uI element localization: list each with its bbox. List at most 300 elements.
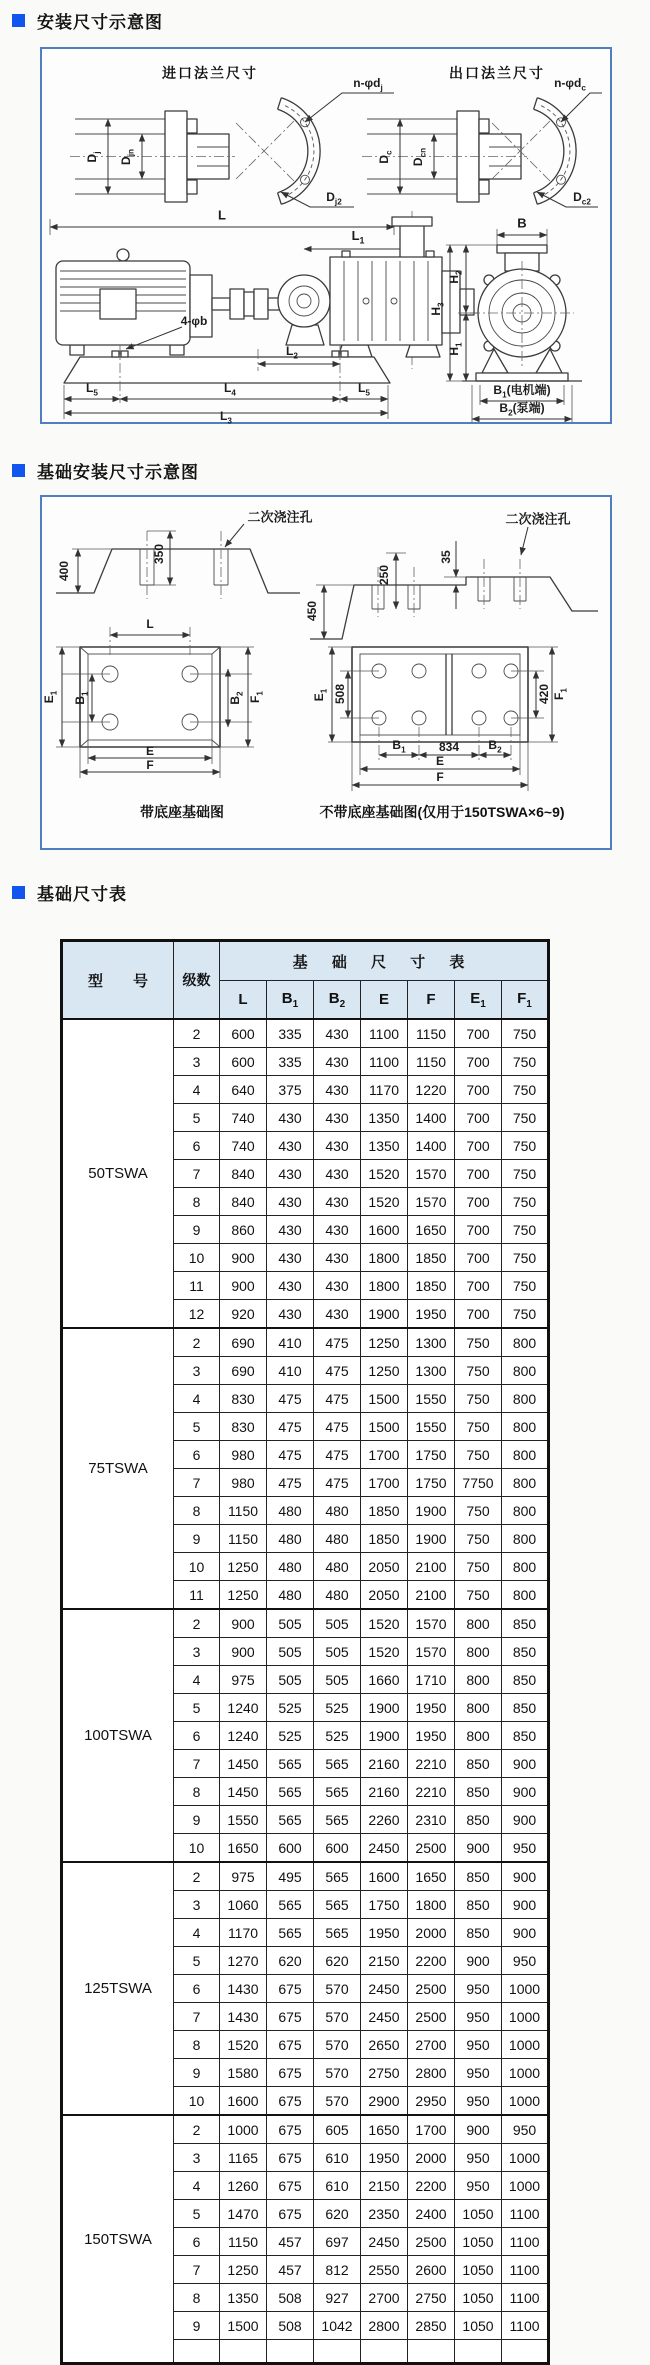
dim-label-L5-right: $L_5$ — [358, 381, 370, 398]
dimension-cell: 430 — [267, 1104, 314, 1132]
dimension-cell: 800 — [502, 1581, 549, 1610]
stage-cell: 2 — [174, 1019, 220, 1048]
dimension-cell: 750 — [502, 1160, 549, 1188]
dimension-cell: 900 — [502, 1919, 549, 1947]
foundation-diagram-drawing — [42, 497, 610, 848]
stage-cell: 7 — [174, 1750, 220, 1778]
dimension-cell: 1800 — [361, 1272, 408, 1300]
dimension-cell: 1150 — [220, 2228, 267, 2256]
dimension-cell: 800 — [502, 1328, 549, 1357]
dimension-cell: 1000 — [502, 2087, 549, 2116]
dimension-cell: 2750 — [361, 2059, 408, 2087]
dimension-cell: 2700 — [408, 2031, 455, 2059]
empty-cell — [408, 2340, 455, 2364]
plan2-dim-F1: $F_1$ — [552, 688, 569, 700]
foundation-size-table — [60, 939, 550, 2365]
group-column-header: 基 础 尺 寸 表 — [220, 941, 549, 981]
dimension-cell: 975 — [220, 1862, 267, 1891]
dimension-cell: 900 — [502, 1806, 549, 1834]
dimension-cell: 800 — [455, 1722, 502, 1750]
dimension-cell: 1650 — [361, 2115, 408, 2144]
dimension-cell: 750 — [502, 1104, 549, 1132]
dimension-cell: 480 — [267, 1581, 314, 1610]
dimension-cell: 980 — [220, 1441, 267, 1469]
dimension-column-header: E — [361, 981, 408, 1020]
stage-cell: 5 — [174, 1947, 220, 1975]
dimension-cell: 480 — [314, 1497, 361, 1525]
dim-label-L3: $L_3$ — [220, 409, 232, 426]
dimension-cell: 840 — [220, 1188, 267, 1216]
dimension-cell: 1050 — [455, 2200, 502, 2228]
dimension-cell: 675 — [267, 2059, 314, 2087]
dimension-cell: 1710 — [408, 1666, 455, 1694]
dimension-cell: 1950 — [408, 1722, 455, 1750]
table-row — [62, 1862, 549, 1891]
dimension-cell: 975 — [220, 1666, 267, 1694]
dimension-cell: 508 — [267, 2312, 314, 2340]
stage-cell: 2 — [174, 1862, 220, 1891]
dimension-cell: 2350 — [361, 2200, 408, 2228]
dimension-cell: 2750 — [408, 2284, 455, 2312]
dimension-cell: 1000 — [502, 2144, 549, 2172]
stage-cell: 2 — [174, 1328, 220, 1357]
dimension-cell: 1060 — [220, 1891, 267, 1919]
dimension-cell: 430 — [314, 1104, 361, 1132]
dimension-cell: 750 — [502, 1019, 549, 1048]
dimension-cell: 1570 — [408, 1160, 455, 1188]
dimension-cell: 2800 — [408, 2059, 455, 2087]
dimension-cell: 475 — [314, 1413, 361, 1441]
plan2-dim-420: 420 — [537, 683, 551, 705]
dimension-cell: 2050 — [361, 1553, 408, 1581]
dim-label-L2: $L_2$ — [286, 344, 298, 361]
dimension-cell: 620 — [314, 1947, 361, 1975]
dimension-cell: 750 — [455, 1357, 502, 1385]
dimension-cell: 2150 — [361, 1947, 408, 1975]
dimension-cell: 2650 — [361, 2031, 408, 2059]
stage-cell: 5 — [174, 1104, 220, 1132]
dimension-cell: 750 — [502, 1132, 549, 1160]
stage-cell: 3 — [174, 1048, 220, 1076]
dimension-cell: 700 — [455, 1244, 502, 1272]
dimension-cell: 565 — [314, 1862, 361, 1891]
dimension-cell: 850 — [455, 1919, 502, 1947]
dimension-cell: 1350 — [361, 1104, 408, 1132]
dimension-cell: 1430 — [220, 2003, 267, 2031]
dimension-cell: 505 — [267, 1666, 314, 1694]
dimension-cell: 1350 — [361, 1132, 408, 1160]
dimension-cell: 850 — [455, 1778, 502, 1806]
dimension-cell: 927 — [314, 2284, 361, 2312]
table-row — [62, 1328, 549, 1357]
dimension-cell: 565 — [267, 1750, 314, 1778]
dimension-cell: 430 — [314, 1019, 361, 1048]
dimension-cell: 430 — [314, 1300, 361, 1329]
dimension-cell: 525 — [267, 1694, 314, 1722]
dimension-cell: 1250 — [361, 1357, 408, 1385]
dimension-cell: 1600 — [361, 1216, 408, 1244]
stage-cell: 3 — [174, 2144, 220, 2172]
dimension-cell: 475 — [314, 1385, 361, 1413]
dimension-cell: 565 — [314, 1919, 361, 1947]
dimension-cell: 1600 — [220, 2087, 267, 2116]
dimension-cell: 1850 — [361, 1525, 408, 1553]
dimension-cell: 1600 — [361, 1862, 408, 1891]
plan2-dim-E: E — [435, 754, 445, 768]
outlet-flange-title: 出口法兰尺寸 — [449, 65, 545, 81]
dimension-cell: 525 — [314, 1694, 361, 1722]
section-title: 安装尺寸示意图 — [37, 13, 163, 32]
dimension-cell: 1050 — [455, 2284, 502, 2312]
dimension-cell: 2210 — [408, 1778, 455, 1806]
dim-label-djn: $D_{jn}$ — [119, 149, 136, 165]
caption-without-base: 不带底座基础图(仅用于150TSWA×6~9) — [319, 804, 565, 820]
dim-label-L5-left: $L_5$ — [86, 381, 98, 398]
grout-hole-label-right: 二次浇注孔 — [505, 511, 571, 527]
dimension-cell: 980 — [220, 1469, 267, 1497]
dimension-cell: 675 — [267, 2144, 314, 2172]
dimension-cell: 850 — [502, 1638, 549, 1666]
dimension-cell: 1750 — [408, 1469, 455, 1497]
dimension-cell: 700 — [455, 1300, 502, 1329]
dimension-cell: 1150 — [408, 1048, 455, 1076]
dim-label-dj2: $D_{j2}$ — [326, 190, 342, 207]
plan1-dim-E: E — [145, 744, 155, 758]
dimension-cell: 900 — [220, 1244, 267, 1272]
dimension-cell: 570 — [314, 2031, 361, 2059]
dimension-cell: 675 — [267, 2031, 314, 2059]
model-cell: 50TSWA — [62, 1019, 174, 1328]
dimension-cell: 800 — [502, 1357, 549, 1385]
section-title: 基础尺寸表 — [37, 885, 127, 904]
dimension-cell: 620 — [267, 1947, 314, 1975]
dimension-cell: 565 — [267, 1806, 314, 1834]
dimension-cell: 700 — [455, 1272, 502, 1300]
dimension-cell: 475 — [267, 1385, 314, 1413]
stage-cell: 4 — [174, 1076, 220, 1104]
dimension-cell: 2160 — [361, 1778, 408, 1806]
dim-label-400: 400 — [57, 560, 71, 582]
dimension-cell: 1700 — [361, 1469, 408, 1497]
dimension-cell: 950 — [455, 2031, 502, 2059]
stage-cell: 10 — [174, 1834, 220, 1863]
dimension-cell: 850 — [455, 1806, 502, 1834]
stage-cell: 3 — [174, 1891, 220, 1919]
dimension-cell: 2310 — [408, 1806, 455, 1834]
dimension-cell: 900 — [502, 1750, 549, 1778]
dimension-cell: 700 — [455, 1216, 502, 1244]
section-header-install — [12, 0, 650, 33]
dimension-cell: 505 — [267, 1638, 314, 1666]
dimension-cell: 1000 — [502, 2003, 549, 2031]
dimension-cell: 430 — [314, 1216, 361, 1244]
dimension-cell: 2000 — [408, 1919, 455, 1947]
stage-cell: 11 — [174, 1581, 220, 1610]
dimension-cell: 1150 — [408, 1019, 455, 1048]
dimension-cell: 950 — [455, 2059, 502, 2087]
dimension-cell: 1250 — [220, 2256, 267, 2284]
dimension-cell: 1165 — [220, 2144, 267, 2172]
dimension-cell: 750 — [502, 1076, 549, 1104]
dimension-cell: 1240 — [220, 1694, 267, 1722]
dimension-cell: 675 — [267, 2115, 314, 2144]
dimension-cell: 480 — [314, 1581, 361, 1610]
dimension-cell: 750 — [455, 1413, 502, 1441]
dimension-cell: 800 — [455, 1694, 502, 1722]
dimension-cell: 505 — [314, 1666, 361, 1694]
dimension-cell: 675 — [267, 2172, 314, 2200]
model-column-header: 型 号 — [62, 941, 174, 1020]
section-title: 基础安装尺寸示意图 — [37, 463, 199, 482]
dimension-cell: 1042 — [314, 2312, 361, 2340]
dimension-cell: 1500 — [361, 1413, 408, 1441]
plan1-dim-F: F — [146, 758, 154, 772]
dimension-cell: 1570 — [408, 1609, 455, 1638]
dim-label-dc: $D_c$ — [377, 150, 394, 164]
dimension-cell: 1050 — [455, 2312, 502, 2340]
dimension-cell: 1250 — [220, 1553, 267, 1581]
dimension-cell: 2550 — [361, 2256, 408, 2284]
dimension-cell: 1700 — [408, 2115, 455, 2144]
plan2-dim-E1: $E_1$ — [312, 688, 329, 702]
dimension-cell: 2950 — [408, 2087, 455, 2116]
plan2-dim-B2: $B_2$ — [488, 738, 502, 755]
dimension-cell: 2800 — [361, 2312, 408, 2340]
dimension-cell: 457 — [267, 2256, 314, 2284]
dimension-cell: 1550 — [408, 1385, 455, 1413]
empty-cell — [361, 2340, 408, 2364]
dim-label-H2: $H_2$ — [447, 270, 464, 284]
dimension-cell: 1000 — [220, 2115, 267, 2144]
dimension-column-header: $F_1$ — [502, 981, 549, 1020]
dimension-cell: 430 — [267, 1300, 314, 1329]
dimension-cell: 840 — [220, 1160, 267, 1188]
dimension-cell: 950 — [502, 2115, 549, 2144]
dimension-cell: 2500 — [408, 1975, 455, 2003]
dimension-cell: 2200 — [408, 1947, 455, 1975]
dimension-cell: 850 — [502, 1609, 549, 1638]
dimension-cell: 1570 — [408, 1638, 455, 1666]
dimension-cell: 570 — [314, 2087, 361, 2116]
stage-cell: 4 — [174, 1919, 220, 1947]
empty-cell — [314, 2340, 361, 2364]
dimension-cell: 750 — [455, 1385, 502, 1413]
dimension-cell: 1850 — [408, 1244, 455, 1272]
dimension-cell: 740 — [220, 1132, 267, 1160]
dimension-cell: 640 — [220, 1076, 267, 1104]
dimension-cell: 800 — [502, 1385, 549, 1413]
dim-label-dcn: $D_{cn}$ — [411, 147, 428, 167]
foundation-diagram-box — [40, 495, 612, 850]
caption-with-base: 带底座基础图 — [140, 804, 224, 820]
dimension-cell: 1900 — [361, 1694, 408, 1722]
dimension-cell: 1240 — [220, 1722, 267, 1750]
dimension-cell: 675 — [267, 2003, 314, 2031]
stage-cell: 11 — [174, 1272, 220, 1300]
dimension-cell: 508 — [267, 2284, 314, 2312]
dimension-cell: 1750 — [408, 1441, 455, 1469]
dimension-cell: 2700 — [361, 2284, 408, 2312]
dimension-cell: 1750 — [361, 1891, 408, 1919]
dimension-cell: 900 — [455, 2115, 502, 2144]
stage-cell: 6 — [174, 2228, 220, 2256]
dimension-cell: 750 — [455, 1525, 502, 1553]
dimension-cell: 1220 — [408, 1076, 455, 1104]
stage-cell: 9 — [174, 1806, 220, 1834]
dimension-cell: 950 — [455, 1975, 502, 2003]
stage-cell: 8 — [174, 2284, 220, 2312]
dimension-cell: 1650 — [220, 1834, 267, 1863]
dimension-cell: 900 — [220, 1638, 267, 1666]
dimension-cell: 1500 — [361, 1385, 408, 1413]
empty-cell — [455, 2340, 502, 2364]
dimension-cell: 1500 — [220, 2312, 267, 2340]
dimension-cell: 750 — [502, 1300, 549, 1329]
dimension-cell: 430 — [267, 1216, 314, 1244]
dimension-cell: 697 — [314, 2228, 361, 2256]
dimension-cell: 800 — [455, 1666, 502, 1694]
blue-square-bullet-icon — [12, 14, 25, 27]
model-cell: 100TSWA — [62, 1609, 174, 1862]
dimension-cell: 1350 — [220, 2284, 267, 2312]
dimension-cell: 1700 — [361, 1441, 408, 1469]
dimension-cell: 505 — [314, 1609, 361, 1638]
dimension-cell: 850 — [502, 1694, 549, 1722]
stage-cell: 5 — [174, 1694, 220, 1722]
dimension-cell: 950 — [455, 2144, 502, 2172]
dimension-cell: 335 — [267, 1019, 314, 1048]
dimension-cell: 2100 — [408, 1581, 455, 1610]
dimension-cell: 430 — [267, 1160, 314, 1188]
dimension-cell: 900 — [502, 1891, 549, 1919]
dimension-cell: 1900 — [361, 1300, 408, 1329]
dimension-cell: 1050 — [455, 2256, 502, 2284]
dimension-cell: 2160 — [361, 1750, 408, 1778]
dimension-cell: 800 — [502, 1441, 549, 1469]
dimension-cell: 1430 — [220, 1975, 267, 2003]
stage-cell: 2 — [174, 1609, 220, 1638]
inlet-flange-face — [236, 93, 394, 207]
dimension-cell: 505 — [267, 1609, 314, 1638]
dimension-cell: 600 — [267, 1834, 314, 1863]
dimension-cell: 495 — [267, 1862, 314, 1891]
dimension-cell: 410 — [267, 1328, 314, 1357]
dimension-cell: 750 — [455, 1328, 502, 1357]
dimension-cell: 1900 — [408, 1497, 455, 1525]
dimension-cell: 2210 — [408, 1750, 455, 1778]
dimension-column-header: $B_2$ — [314, 981, 361, 1020]
dimension-cell: 2150 — [361, 2172, 408, 2200]
dimension-cell: 2450 — [361, 2003, 408, 2031]
dimension-cell: 750 — [455, 1553, 502, 1581]
dimension-column-header: F — [408, 981, 455, 1020]
dimension-cell: 675 — [267, 2087, 314, 2116]
dimension-cell: 1100 — [502, 2256, 549, 2284]
dim-label-n-phi-dc: $n-\varphi d_c$ — [554, 76, 586, 93]
model-cell: 125TSWA — [62, 1862, 174, 2115]
dimension-cell: 1000 — [502, 2172, 549, 2200]
dim-label-dj: $D_j$ — [85, 151, 102, 163]
dimension-cell: 800 — [502, 1413, 549, 1441]
dimension-cell: 1050 — [455, 2228, 502, 2256]
plan1-dim-B2: $B_2$ — [228, 691, 245, 705]
stages-column-header: 级数 — [174, 941, 220, 1020]
dimension-cell: 480 — [267, 1497, 314, 1525]
dimension-cell: 2500 — [408, 2228, 455, 2256]
dimension-cell: 1300 — [408, 1328, 455, 1357]
dimension-cell: 2260 — [361, 1806, 408, 1834]
dimension-cell: 950 — [502, 1947, 549, 1975]
dimension-cell: 800 — [502, 1497, 549, 1525]
stage-cell: 10 — [174, 1553, 220, 1581]
dimension-cell: 1300 — [408, 1357, 455, 1385]
stage-cell: 2 — [174, 2115, 220, 2144]
stage-cell: 9 — [174, 2059, 220, 2087]
dimension-cell: 1100 — [502, 2200, 549, 2228]
dimension-cell: 830 — [220, 1385, 267, 1413]
dimension-cell: 1950 — [408, 1694, 455, 1722]
dimension-cell: 430 — [314, 1048, 361, 1076]
dimension-cell: 600 — [220, 1048, 267, 1076]
dimension-cell: 570 — [314, 2059, 361, 2087]
dimension-cell: 950 — [455, 2172, 502, 2200]
foundation-profile-with-base — [56, 524, 300, 599]
stage-cell: 4 — [174, 1385, 220, 1413]
dimension-cell: 620 — [314, 2200, 361, 2228]
dimension-cell: 430 — [267, 1244, 314, 1272]
dimension-cell: 7750 — [455, 1469, 502, 1497]
plan1-dim-B1: $B_1$ — [73, 691, 90, 705]
foundation-profile-without-base — [310, 527, 598, 639]
dimension-cell: 480 — [267, 1525, 314, 1553]
dimension-column-header: L — [220, 981, 267, 1020]
dimension-cell: 570 — [314, 1975, 361, 2003]
dimension-cell: 750 — [455, 1441, 502, 1469]
dimension-cell: 565 — [314, 1891, 361, 1919]
dimension-cell: 1150 — [220, 1525, 267, 1553]
dimension-cell: 690 — [220, 1328, 267, 1357]
dimension-cell: 1550 — [220, 1806, 267, 1834]
dim-label-dc2: $D_{c2}$ — [573, 190, 591, 207]
dimension-cell: 700 — [455, 1188, 502, 1216]
stage-cell: 5 — [174, 1413, 220, 1441]
dimension-cell: 1400 — [408, 1104, 455, 1132]
dimension-cell: 800 — [502, 1553, 549, 1581]
stage-cell: 7 — [174, 2256, 220, 2284]
dim-label-H1: $H_1$ — [447, 342, 464, 356]
dimension-cell: 2600 — [408, 2256, 455, 2284]
dimension-cell: 1850 — [361, 1497, 408, 1525]
dimension-cell: 750 — [455, 1581, 502, 1610]
plan1-dim-E1: $E_1$ — [42, 690, 59, 704]
dimension-cell: 430 — [314, 1272, 361, 1300]
install-diagram-box — [40, 47, 612, 424]
dimension-cell: 565 — [267, 1778, 314, 1806]
dimension-cell: 475 — [314, 1441, 361, 1469]
dimension-cell: 457 — [267, 2228, 314, 2256]
dimension-cell: 605 — [314, 2115, 361, 2144]
dimension-cell: 740 — [220, 1104, 267, 1132]
dimension-cell: 1260 — [220, 2172, 267, 2200]
dimension-cell: 700 — [455, 1076, 502, 1104]
dimension-cell: 1100 — [502, 2228, 549, 2256]
table-row — [62, 2115, 549, 2144]
dimension-cell: 1270 — [220, 1947, 267, 1975]
stage-cell: 4 — [174, 1666, 220, 1694]
dimension-cell: 900 — [502, 1778, 549, 1806]
dimension-cell: 430 — [314, 1188, 361, 1216]
table-row — [62, 1609, 549, 1638]
